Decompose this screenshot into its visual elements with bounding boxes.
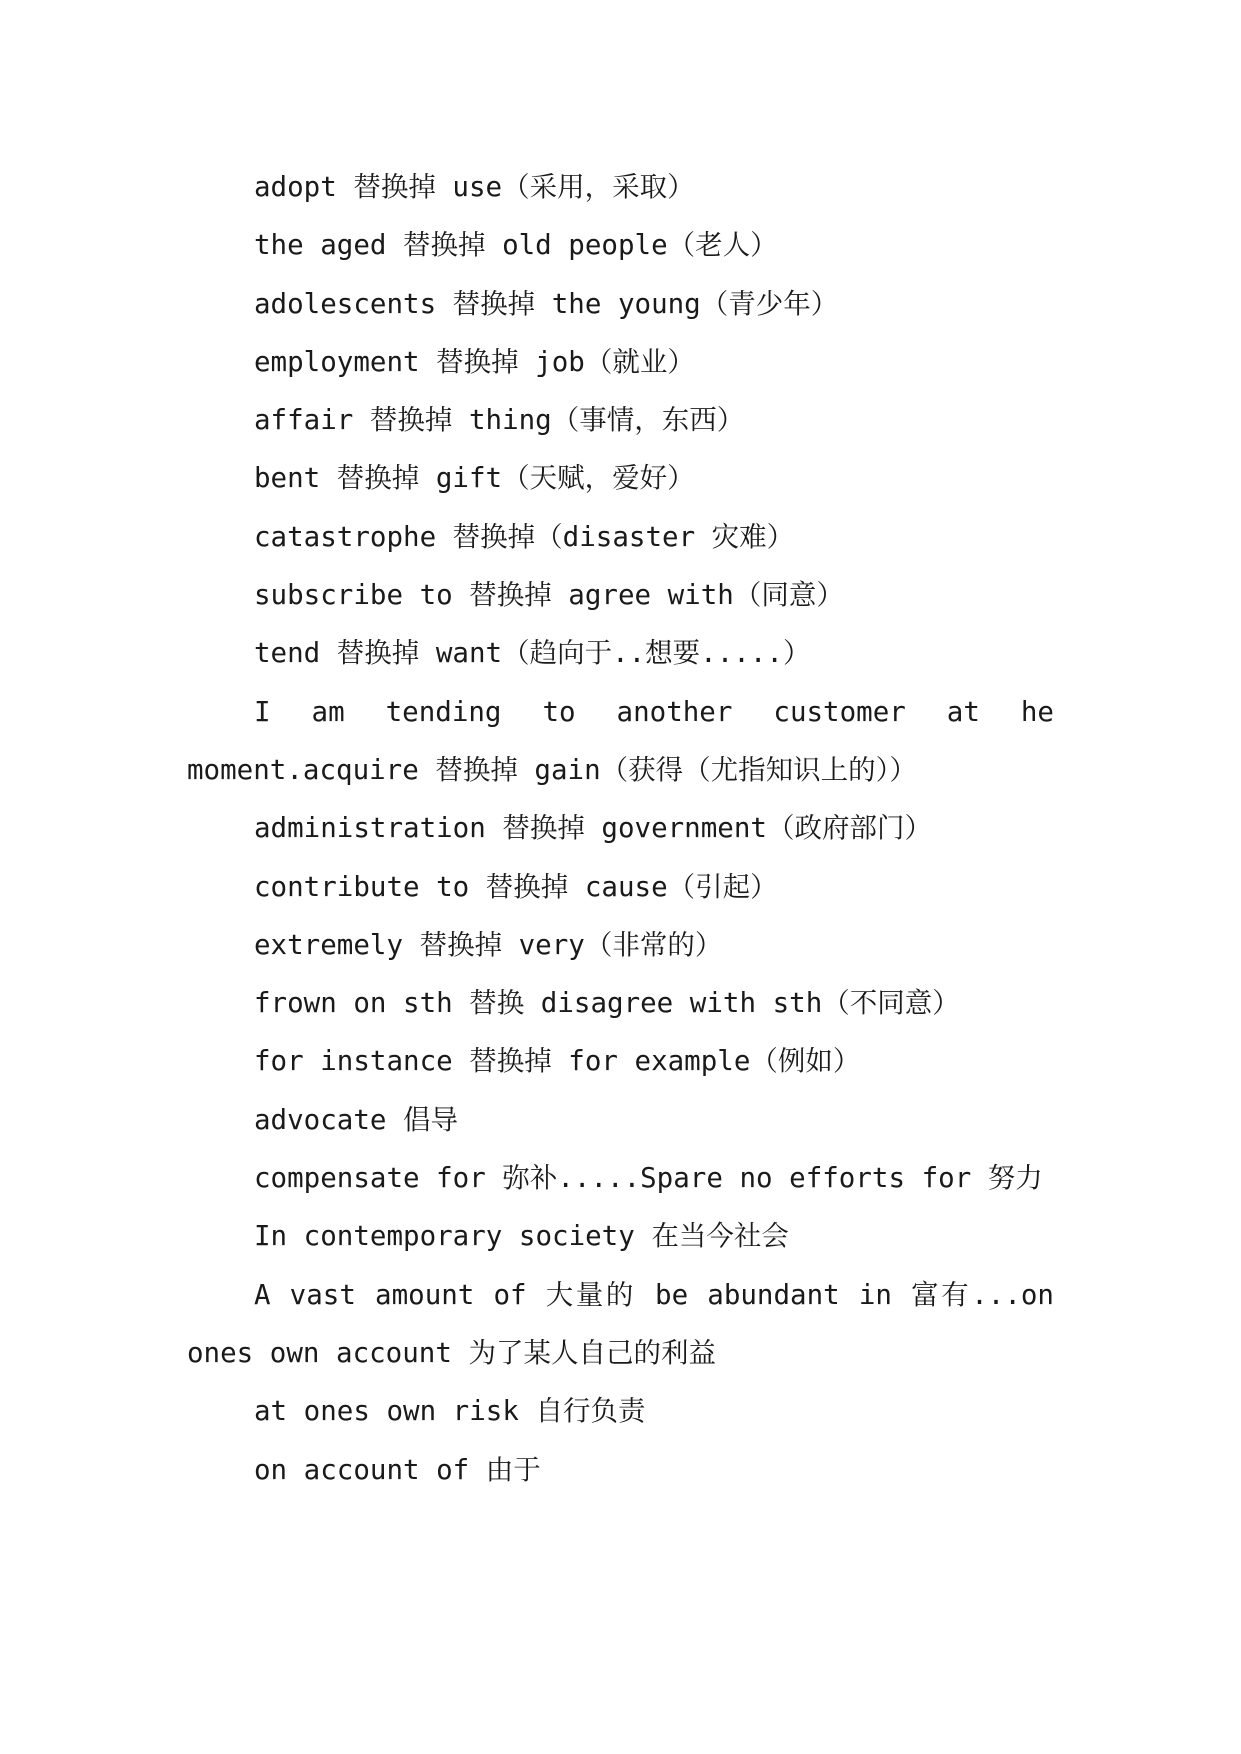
paragraph: employment 替换掉 job（就业） <box>254 345 695 378</box>
paragraph: subscribe to 替换掉 agree with（同意） <box>254 579 844 612</box>
paragraph: on account of 由于 <box>254 1453 541 1486</box>
paragraph: I am tending to another customer at he moment.acquire 替换掉 gain（获得（尤指知识上的）） <box>187 695 1054 786</box>
paragraph: In contemporary society 在当今社会 <box>254 1220 789 1253</box>
paragraph: tend 替换掉 want（趋向于..想要.....） <box>254 637 811 670</box>
paragraph: extremely 替换掉 very（非常的） <box>254 928 723 961</box>
paragraph: catastrophe 替换掉（disaster 灾难） <box>254 520 795 553</box>
document-page <box>187 158 1054 1499</box>
paragraph: at ones own risk 自行负责 <box>254 1395 646 1428</box>
paragraph: administration 替换掉 government（政府部门） <box>254 812 932 845</box>
paragraph: affair 替换掉 thing（事情，东西） <box>254 404 745 437</box>
paragraph: frown on sth 替换 disagree with sth（不同意） <box>254 987 960 1020</box>
paragraph: adolescents 替换掉 the young（青少年） <box>254 287 839 320</box>
paragraph: adopt 替换掉 use（采用，采取） <box>254 171 695 203</box>
paragraph: contribute to 替换掉 cause（引起） <box>254 870 778 903</box>
paragraph: advocate 倡导 <box>254 1103 459 1136</box>
paragraph: A vast amount of 大量的 be abundant in 富有...on ones own account 为了某人自己的利益 <box>187 1278 1054 1369</box>
paragraph: compensate for 弥补.....Spare no efforts for 努力 <box>254 1162 1043 1195</box>
paragraph: for instance 替换掉 for example（例如） <box>254 1045 861 1078</box>
paragraph: the aged 替换掉 old people（老人） <box>254 229 778 262</box>
paragraph: bent 替换掉 gift（天赋，爱好） <box>254 462 695 495</box>
